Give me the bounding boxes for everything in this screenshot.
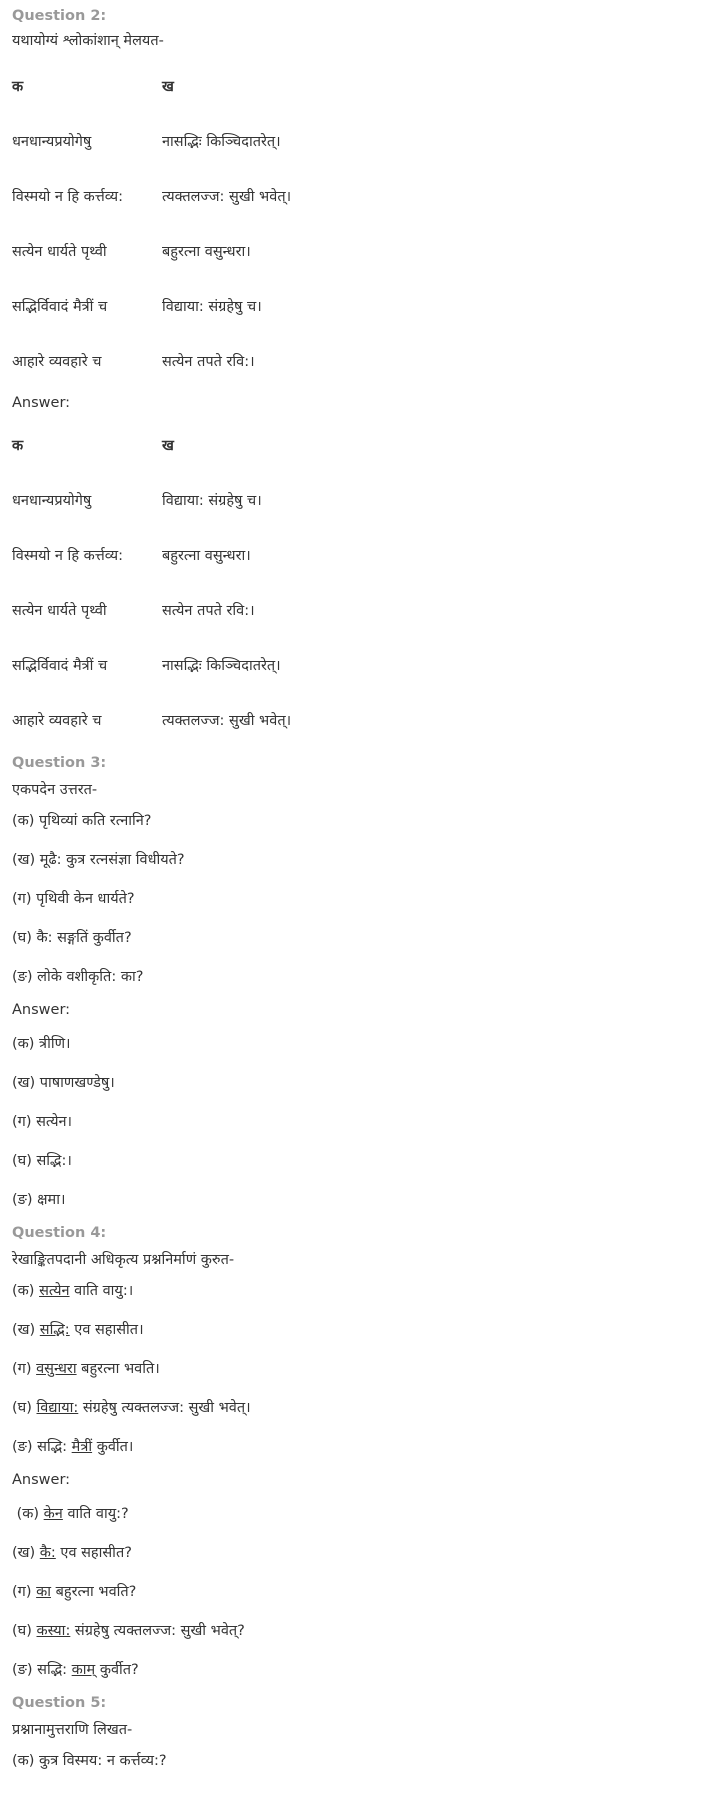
item-suffix: कुर्वीत। [92,1439,134,1455]
table-row [12,655,714,710]
item-suffix: वाति वायु:। [69,1283,134,1299]
cell-a: विस्मयो न हि कर्त्तव्य: [12,548,124,564]
list-item [12,1659,714,1695]
item-suffix: बहुरत्ना भवति। [76,1361,160,1377]
item-prefix: (क) [12,1506,44,1522]
list-item [12,1503,714,1542]
column-b-header: ख [162,79,174,95]
underlined-word: कस्या: [36,1623,71,1639]
list-item [12,1358,714,1397]
cell-a: सत्येन धार्यते पृथ्वी [12,244,107,260]
cell-b: त्यक्तलज्ज: सुखी भवेत्। [162,713,292,729]
question-instruction: रेखाङ्कितपदानी अधिकृत्य प्रश्ननिर्माणं कुरुत- [12,1252,235,1268]
table-row [12,490,714,545]
question-instruction: प्रश्नानामुत्तराणि लिखत- [12,1722,133,1738]
cell-a: धनधान्यप्रयोगेषु [12,134,92,150]
cell-a: सत्येन धार्यते पृथ्वी [12,603,107,619]
cell-a: आहारे व्यवहारे च [12,713,102,729]
question-heading: Question 2: [12,8,107,24]
item-prefix: (ख) [12,1545,40,1561]
underlined-word: का [36,1584,51,1600]
list-item: (ग) पृथिवी केन धार्यते? [12,891,135,907]
table-row [12,296,714,351]
column-b-header: ख [162,438,174,454]
cell-b: विद्याया: संग्रहेषु च। [162,299,262,315]
list-item: (क) कुत्र विस्मय: न कर्त्तव्य:? [12,1753,167,1769]
item-prefix: (घ) [12,1400,37,1416]
cell-b: सत्येन तपते रवि:। [162,354,255,370]
underlined-word: विद्याया: [36,1400,79,1416]
question-4 [12,1225,714,1695]
item-suffix: कुर्वीत? [95,1662,139,1678]
item-suffix: संग्रहेषु त्यक्तलज्ज: सुखी भवेत्। [78,1400,251,1416]
cell-b: बहुरत्ना वसुन्धरा। [162,244,251,260]
table-row [12,545,714,600]
column-a-header: क [12,438,24,454]
list-item: (क) त्रीणि। [12,1036,71,1052]
list-item: (घ) सद्भि:। [12,1153,72,1169]
list-item [12,1620,714,1659]
answer-label: Answer: [12,1002,71,1018]
question-instruction: यथायोग्यं श्लोकांशान् मेलयत- [12,33,164,49]
question-heading: Question 4: [12,1225,107,1241]
cell-b: नासद्भिः किञ्चिदातरेत्। [162,134,281,150]
list-item: (ङ) क्षमा। [12,1192,66,1208]
table-row [12,710,714,755]
cell-a: विस्मयो न हि कर्त्तव्य: [12,189,124,205]
underlined-word: सद्भि: [39,1322,70,1338]
item-prefix: (ङ) सद्भि: [12,1439,72,1455]
question-3 [12,755,714,1225]
cell-b: त्यक्तलज्ज: सुखी भवेत्। [162,189,292,205]
underlined-word: केन [43,1506,63,1522]
cell-a: सद्भिर्विवादं मैत्रीं च [12,658,108,674]
question-2 [12,8,714,755]
item-prefix: (घ) [12,1623,37,1639]
cell-b: विद्याया: संग्रहेषु च। [162,493,262,509]
list-item [12,1280,714,1319]
list-item: (ख) पाषाणखण्डेषु। [12,1075,115,1091]
match-table [12,76,714,395]
answer-label: Answer: [12,1472,71,1488]
list-item [12,1542,714,1581]
table-row [12,186,714,241]
table-row [12,600,714,655]
item-suffix: बहुरत्ना भवति? [51,1584,137,1600]
cell-a: आहारे व्यवहारे च [12,354,102,370]
list-item: (ङ) लोके वशीकृति: का? [12,969,144,985]
list-item [12,1436,714,1472]
list-item [12,1319,714,1358]
list-item: (ग) सत्येन। [12,1114,73,1130]
list-item [12,1581,714,1620]
underlined-word: काम् [71,1662,96,1678]
cell-a: धनधान्यप्रयोगेषु [12,493,92,509]
table-row [12,241,714,296]
item-prefix: (ङ) सद्भि: [12,1662,72,1678]
list-item: (ख) मूढै: कुत्र रत्नसंज्ञा विधीयते? [12,852,185,868]
answer-label: Answer: [12,395,71,411]
answer-table [12,435,714,755]
cell-b: नासद्भिः किञ्चिदातरेत्। [162,658,281,674]
underlined-word: कै: [39,1545,56,1561]
item-suffix: एव सहासीत। [69,1322,144,1338]
table-header-row [12,435,714,490]
item-prefix: (ग) [12,1361,37,1377]
item-suffix: एव सहासीत? [55,1545,132,1561]
list-item: (क) पृथिव्यां कति रत्नानि? [12,813,152,829]
question-5 [12,1695,714,1789]
item-prefix: (ख) [12,1322,40,1338]
item-suffix: संग्रहेषु त्यक्तलज्ज: सुखी भवेत्? [70,1623,245,1639]
question-heading: Question 3: [12,755,107,771]
cell-a: सद्भिर्विवादं मैत्रीं च [12,299,108,315]
item-prefix: (क) [12,1283,40,1299]
list-item: (घ) कै: सङ्गतिं कुर्वीत? [12,930,132,946]
question-heading: Question 5: [12,1695,107,1711]
underlined-word: सत्येन [39,1283,70,1299]
list-item [12,1397,714,1436]
underlined-word: वसुन्धरा [36,1361,77,1377]
question-instruction: एकपदेन उत्तरत- [12,782,98,798]
column-a-header: क [12,79,24,95]
cell-b: बहुरत्ना वसुन्धरा। [162,548,251,564]
table-header-row [12,76,714,131]
table-row [12,131,714,186]
item-prefix: (ग) [12,1584,37,1600]
cell-b: सत्येन तपते रवि:। [162,603,255,619]
item-suffix: वाति वायु:? [62,1506,129,1522]
table-row [12,351,714,395]
underlined-word: मैत्रीं [71,1439,93,1455]
